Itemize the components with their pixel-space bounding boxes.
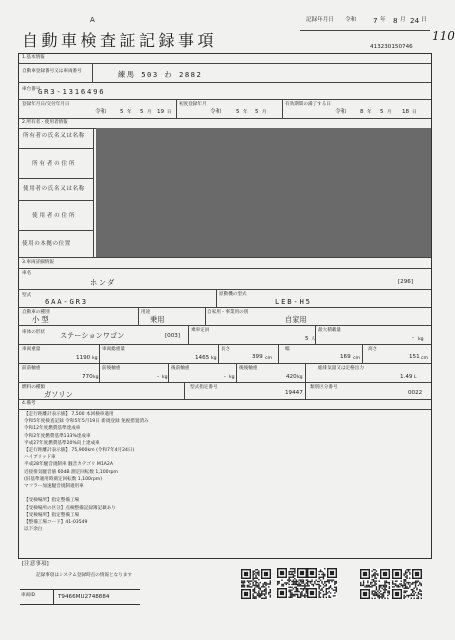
expiry-label: 有効期間の満了する日 [285,102,331,107]
remarks-line: 【受検場所】指定整備工場 [24,512,80,518]
first-reg-month: 5 [140,109,144,115]
width-unit: cm [353,356,361,361]
doc-number: 413230150746 [370,44,413,50]
remarks-line: 【走行距離計表示値】 7,500 本回検車適用 [24,412,114,417]
remarks-line: 以下余白 [24,527,43,533]
use-label: 用途 [141,310,151,315]
section-owner-label: 2.所有者・使用者情報 [22,120,68,125]
qr-code-4 [360,569,390,599]
expiry-month-unit: 月 [387,110,392,115]
record-date-month-unit: 月 [400,17,406,23]
weight-value: 1190 [76,355,91,361]
first-reg-month-unit: 月 [147,110,152,115]
first-reg-year: 5 [120,109,124,115]
remarks-line: 【受検場所】指定整備工場 [24,498,80,504]
vehicle-type-label: 自動車の種別 [22,310,50,315]
front-rear-axle-unit: kg [162,375,168,380]
weight-label: 車両重量 [22,347,41,352]
user-address-label: 使 用 者 の 住 所 [32,213,75,219]
width-label: 幅 [285,347,290,352]
expiry-year: 8 [360,109,364,115]
first-year-label: 初度登録年月 [179,102,207,107]
record-date-month: 8 [393,16,398,25]
remarks-line: ハイブリッド車 [24,455,56,461]
section-remarks-label: 4.備考 [22,401,36,406]
first-year-month: 5 [255,109,259,115]
first-reg-era: 令和 [95,109,107,115]
user-name-label: 使用者の氏名又は名称 [23,186,85,192]
remarks-line: 【整備工場コード】41-03549 [24,520,88,525]
chassis-label: 車台番号 [22,87,41,92]
type-number-value: 19447 [285,390,303,396]
remarks-line: 平成27年度燃費基準20%向上達成車 [24,440,100,446]
make-label: 車名 [22,271,32,276]
qr-code-5 [392,569,422,599]
remarks-line: 【走行距離計表示値】 75,900km (令和7年4月24日) [24,448,135,453]
front-rear-axle-label: 前後軸重 [102,366,121,371]
make-value: ホンダ [90,278,116,287]
record-date-year-unit: 年 [380,17,386,23]
rear-rear-axle-unit: kg [297,375,303,380]
first-year-year-unit: 年 [243,110,248,115]
section-vehicle-label: 3.車両詳細情報 [22,260,54,265]
page-title: 自動車検査証記録事項 [22,31,218,50]
remarks-line: 平成28年騒音規制車 騒音カテゴリ M1A2A [24,462,113,468]
owner-name-label: 所有者の氏名又は名称 [23,133,85,139]
expiry-era: 令和 [335,109,347,115]
engine-label: 原動機の型式 [219,292,247,297]
notice-text: 記録事項はシステム登録時点の情報となります [36,573,133,578]
first-reg-day-unit: 日 [167,110,172,115]
first-reg-day: 19 [157,109,165,115]
total-weight-unit: kg [211,356,217,361]
capacity-unit: 人 [311,337,316,342]
remarks-line: 近接排気騒音値 60dB 測定回転数 1,100rpm [24,469,118,475]
engine-value: LEB-H5 [275,297,312,306]
max-load-value: - [412,335,415,341]
expiry-day: 18 [402,109,410,115]
length-label: 長さ [221,347,231,352]
qr-code-3 [307,568,337,598]
height-unit: cm [421,356,429,361]
displacement-label: 総排気量又は定格出力 [318,366,364,371]
expiry-year-unit: 年 [367,110,372,115]
height-label: 高さ [368,347,378,352]
first-reg-year-unit: 年 [127,110,132,115]
make-code: [296] [398,279,414,285]
rear-front-axle-value: - [224,374,227,380]
remarks-line: (旧基準適用時測定回転数 1,100rpm) [24,476,103,482]
fuel-label: 燃料の種類 [22,385,45,390]
chassis-value: GR3-1316496 [38,87,106,96]
remarks-line: 令和2年度燃費基準133%達成車 [24,433,91,439]
total-weight-label: 車両総重量 [102,347,125,352]
length-value: 399 [252,354,263,360]
vehicle-id-value: T9466MU2748884 [58,594,110,600]
expiry-month: 5 [380,109,384,115]
vehicle-type-value: 小 型 [32,315,49,324]
use-value: 乗用 [150,315,165,324]
capacity-value: 5 [305,336,309,342]
rear-rear-axle-label: 後後軸重 [239,366,258,371]
remarks-line: 令和5年度検査記録 令和5年5月19日 新規登録 免税措置済み [24,419,149,425]
remarks-line: 令和12年度燃費基準達成車 [24,426,81,432]
rear-front-axle-unit: kg [229,375,235,380]
record-date-day-unit: 日 [421,17,427,23]
record-date-era: 令和 [345,17,357,23]
private-label: 自家用・事業用の別 [207,310,249,315]
fuel-value: ガソリン [44,390,73,399]
record-date-box [300,12,430,31]
first-year-month-unit: 月 [262,110,267,115]
section-basic-label: 1.基本情報 [22,55,45,60]
class-number-value: 0022 [408,390,423,396]
vehicle-id-box [20,589,140,605]
height-value: 151 [409,354,420,360]
qr-code-1 [241,569,271,599]
front-rear-axle-value: - [157,374,160,380]
record-date-label: 記録年月日 [306,17,334,23]
expiry-day-unit: 日 [412,110,417,115]
owner-info-redaction [96,128,431,257]
notice-label: [注意事項] [22,561,49,567]
first-reg-label: 登録年月日/交付年月日 [22,102,70,107]
private-value: 自家用 [285,315,307,324]
reg-number-label: 自動車登録番号又は車両番号 [22,69,82,74]
front-front-axle-label: 前前軸重 [22,366,41,371]
weight-unit: kg [92,356,98,361]
length-unit: cm [265,356,273,361]
max-load-unit: kg [418,337,424,342]
rear-rear-axle-value: 420 [286,374,297,380]
vehicle-id-label: 車両ID [21,593,36,598]
remarks-line: 【受検場所の区分】点検整備記録簿記載あり [24,505,116,511]
reg-number-value: 練馬 503 わ 2882 [118,70,203,79]
type-number-label: 型式指定番号 [190,385,218,390]
base-location-label: 使用の本拠の位置 [22,241,71,247]
capacity-label: 乗車定員 [191,328,210,333]
total-weight-value: 1465 [195,355,210,361]
model-value: 6AA-GR3 [45,297,88,306]
rear-front-axle-label: 後前軸重 [171,366,190,371]
first-year-year: 5 [236,109,240,115]
width-value: 169 [340,354,351,360]
record-date-year: 7 [373,16,378,25]
model-label: 型式 [22,293,32,298]
body-code: [003] [165,333,181,339]
handwritten-number: 110 [432,29,455,43]
first-year-era: 令和 [210,109,222,115]
owner-address-label: 所 有 者 の 住 所 [32,161,75,167]
max-load-label: 最大積載量 [318,328,341,333]
record-date-day: 24 [410,16,420,25]
displacement-unit: L [414,375,417,380]
front-front-axle-value: 770 [82,374,93,380]
front-front-axle-unit: kg [93,375,99,380]
displacement-value: 1.49 [400,374,413,380]
body-value: ステーションワゴン [60,331,125,340]
qr-code-2 [277,568,307,598]
doc-code: A [90,16,95,24]
body-label: 車体の形状 [22,330,45,335]
class-number-label: 類別区分番号 [310,385,338,390]
remarks-line: マフラー加速騒音規制適用車 [24,484,84,489]
